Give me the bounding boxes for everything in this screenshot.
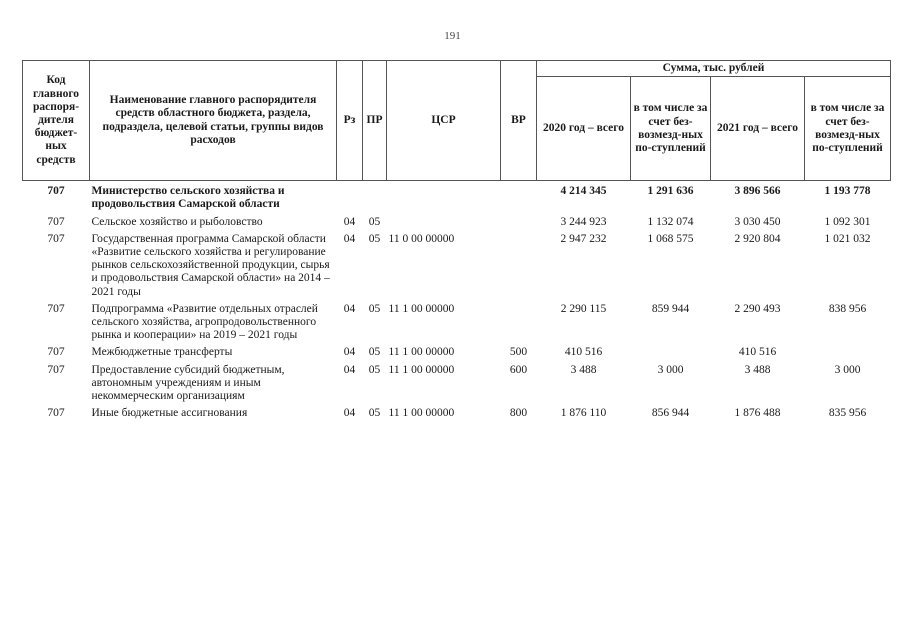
row-name: Предоставление субсидий бюджетным, автономным учреждениям и иным некоммерческим организациям [91, 363, 285, 403]
row-2020-total: 2 947 232 [560, 232, 607, 245]
row-csr [387, 212, 501, 229]
table-row [23, 229, 891, 299]
budget-table [22, 60, 891, 420]
row-2021-free: 835 956 [828, 407, 867, 420]
row-vr [501, 212, 537, 229]
row-vr [501, 229, 537, 299]
row-pr: 05 [368, 215, 381, 228]
row-pr: 05 [368, 363, 381, 376]
row-pr: 05 [368, 302, 381, 315]
row-code: 707 [47, 346, 65, 359]
header-name: Наименование главного распорядителя средств областного бюджета, раздела, подраздела, целевой статьи, группы видов расходов [90, 61, 337, 181]
row-2021-free: 1 092 301 [824, 215, 871, 228]
row-2020-free: 1 068 575 [647, 232, 694, 245]
row-2020-total: 1 876 110 [560, 407, 607, 420]
row-2020-total: 410 516 [564, 346, 603, 359]
table-row [23, 403, 891, 420]
header-csr: ЦСР [387, 61, 501, 181]
row-2020-total: 3 488 [570, 363, 597, 376]
row-2021-total: 2 290 493 [734, 302, 781, 315]
row-2021-total: 3 488 [744, 363, 771, 376]
row-code: 707 [47, 363, 65, 376]
table-row [23, 342, 891, 359]
row-2020-free: 856 944 [651, 407, 690, 420]
row-2021-free: 1 193 778 [824, 185, 871, 198]
row-vr: 800 [509, 407, 528, 420]
row-2021-free: 838 956 [828, 302, 867, 315]
row-rz: 04 [343, 407, 356, 420]
row-2020-free [631, 342, 711, 359]
table-body [23, 181, 891, 421]
table-row [23, 181, 891, 212]
row-2021-total: 1 876 488 [734, 407, 781, 420]
row-pr: 05 [368, 407, 381, 420]
row-csr: 11 1 00 00000 [388, 302, 455, 315]
row-vr [501, 299, 537, 343]
row-2021-total: 3 896 566 [734, 185, 781, 198]
row-rz: 04 [343, 363, 356, 376]
row-name: Иные бюджетные ассигнования [91, 407, 248, 420]
table-row [23, 299, 891, 343]
row-2021-free [805, 342, 891, 359]
row-csr: 11 1 00 00000 [388, 407, 455, 420]
row-2020-free: 1 132 074 [647, 215, 694, 228]
row-name: Государственная программа Самарской области «Развитие сельского хозяйства и регулирование рынков сельскохозяйственной продукции, сырья и продовольствия Самарской области» на 2014 – 2021 годы [91, 232, 330, 298]
row-csr: 11 0 00 00000 [388, 232, 455, 245]
row-pr: 05 [368, 232, 381, 245]
row-2021-total: 2 920 804 [734, 232, 781, 245]
row-name: Подпрограмма «Развитие отдельных отраслей сельского хозяйства, агропродовольственного рынка и кооперации» на 2019 – 2021 годы [91, 302, 318, 342]
row-2021-total: 3 030 450 [734, 215, 781, 228]
row-code: 707 [47, 185, 65, 198]
row-rz: 04 [343, 215, 356, 228]
row-code: 707 [47, 232, 65, 245]
row-pr: 05 [368, 346, 381, 359]
row-vr: 500 [509, 346, 528, 359]
row-pr [363, 181, 387, 212]
row-code: 707 [47, 302, 65, 315]
table-row [23, 212, 891, 229]
header-pr: ПР [363, 61, 387, 181]
row-2021-total: 410 516 [738, 346, 777, 359]
page-number: 191 [444, 30, 461, 42]
row-2020-total: 4 214 345 [560, 185, 607, 198]
row-rz: 04 [343, 346, 356, 359]
row-vr: 600 [509, 363, 528, 376]
header-2021-total: 2021 год – всего [711, 77, 805, 181]
row-csr [387, 181, 501, 212]
row-csr: 11 1 00 00000 [388, 346, 455, 359]
row-vr [501, 181, 537, 212]
header-2020-total: 2020 год – всего [537, 77, 631, 181]
row-2021-free: 3 000 [834, 363, 861, 376]
header-vr: ВР [501, 61, 537, 181]
header-2020-free: в том числе за счет без-возмезд-ных по-ступлений [631, 77, 711, 181]
row-csr: 11 1 00 00000 [388, 363, 455, 376]
header-2021-free: в том числе за счет без-возмезд-ных по-ступлений [805, 77, 891, 181]
row-name: Сельское хозяйство и рыболовство [91, 215, 263, 228]
header-sum-group: Сумма, тыс. рублей [537, 61, 891, 77]
row-code: 707 [47, 215, 65, 228]
header-rz: Рз [337, 61, 363, 181]
row-name: Министерство сельского хозяйства и продовольствия Самарской области [91, 185, 285, 211]
row-2020-total: 2 290 115 [560, 302, 607, 315]
row-2020-free: 3 000 [657, 363, 684, 376]
row-rz: 04 [343, 302, 356, 315]
header-code: Код главного распоря-дителя бюджет-ных средств [23, 61, 90, 181]
row-2020-total: 3 244 923 [560, 215, 607, 228]
row-2020-free: 859 944 [651, 302, 690, 315]
table-row [23, 360, 891, 404]
row-2020-free: 1 291 636 [647, 185, 694, 198]
row-code: 707 [47, 407, 65, 420]
row-rz: 04 [343, 232, 356, 245]
row-2021-free: 1 021 032 [824, 232, 871, 245]
row-rz [337, 181, 363, 212]
table-header [23, 61, 891, 181]
row-name: Межбюджетные трансферты [91, 346, 233, 359]
